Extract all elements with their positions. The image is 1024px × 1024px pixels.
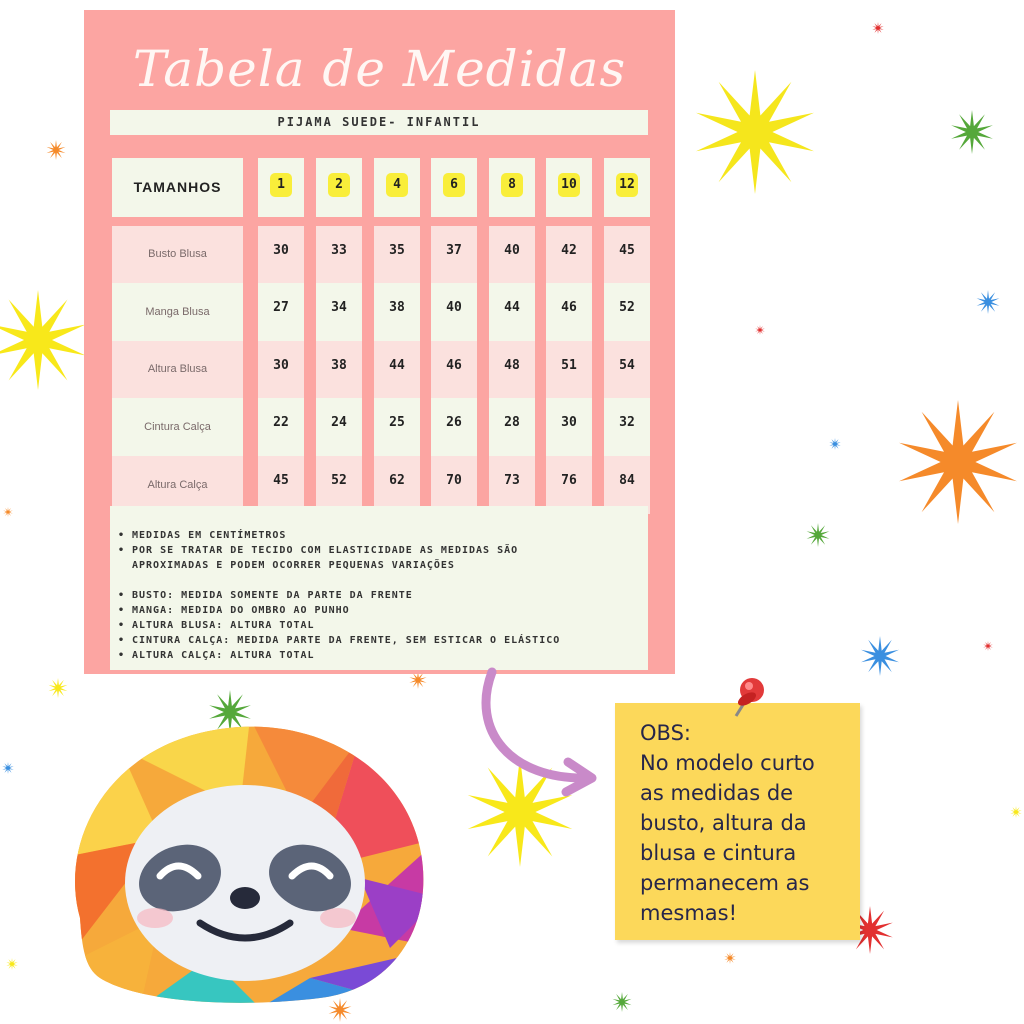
sparkle-star-icon — [0, 290, 86, 390]
measure-cell: 24 — [316, 398, 362, 456]
measure-cell: 38 — [316, 341, 362, 398]
note-item: • POR SE TRATAR DE TECIDO COM ELASTICIDADE AS MEDIDAS SÃO — [118, 545, 519, 556]
row-label-manga-blusa: Manga Blusa — [112, 283, 243, 341]
sloth-mascot-icon — [60, 718, 440, 1008]
label-column — [112, 158, 243, 514]
size-badge: 8 — [501, 173, 523, 197]
measure-cell: 62 — [374, 456, 420, 514]
measure-cell: 70 — [431, 456, 477, 514]
note-item: • MANGA: MEDIDA DO OMBRO AO PUNHO — [118, 605, 350, 616]
size-header-cell — [258, 158, 304, 217]
measure-cell: 45 — [604, 226, 650, 283]
size-header-cell — [316, 158, 362, 217]
note-item-continuation: APROXIMADAS E PODEM OCORRER PEQUENAS VARIAÇÕES — [132, 560, 455, 571]
size-badge: 10 — [558, 173, 580, 197]
sparkle-star-icon — [755, 325, 765, 335]
size-header-cell — [546, 158, 592, 217]
measure-cell: 45 — [258, 456, 304, 514]
sparkle-star-icon — [696, 70, 814, 194]
size-badge: 6 — [443, 173, 465, 197]
note-item: • ALTURA BLUSA: ALTURA TOTAL — [118, 620, 315, 631]
size-badge: 2 — [328, 173, 350, 197]
sparkle-star-icon — [2, 762, 13, 774]
measure-cell: 44 — [374, 341, 420, 398]
chart-title: Tabela de Medidas — [132, 40, 627, 98]
note-item: • ALTURA CALÇA: ALTURA TOTAL — [118, 650, 315, 661]
measure-cell: 84 — [604, 456, 650, 514]
measure-cell: 22 — [258, 398, 304, 456]
measure-cell: 73 — [489, 456, 535, 514]
measure-cell: 52 — [604, 283, 650, 341]
size-column — [431, 158, 477, 514]
measure-cell: 26 — [431, 398, 477, 456]
measure-cell: 54 — [604, 341, 650, 398]
sparkle-star-icon — [983, 641, 993, 651]
sparkle-star-icon — [49, 678, 68, 698]
measure-cell: 46 — [546, 283, 592, 341]
row-label-busto-blusa: Busto Blusa — [112, 226, 243, 283]
note-item: • BUSTO: MEDIDA SOMENTE DA PARTE DA FRENTE — [118, 590, 413, 601]
obs-text: OBS: No modelo curto as medidas de busto, altura da blusa e cintura permanecem as mesmas! — [640, 721, 815, 925]
pushpin-icon — [722, 672, 770, 722]
size-column — [546, 158, 592, 514]
size-column — [374, 158, 420, 514]
sparkle-star-icon — [47, 140, 66, 160]
measure-cell: 30 — [258, 226, 304, 283]
notes-box — [110, 506, 648, 670]
sparkle-star-icon — [899, 400, 1017, 524]
sparkle-star-icon — [951, 110, 993, 154]
sparkle-star-icon — [807, 523, 830, 547]
measure-cell: 38 — [374, 283, 420, 341]
size-column — [489, 158, 535, 514]
size-badge: 1 — [270, 173, 292, 197]
row-label-cintura-calca: Cintura Calça — [112, 398, 243, 456]
measure-cell: 30 — [546, 398, 592, 456]
measure-cell: 52 — [316, 456, 362, 514]
sparkle-star-icon — [3, 507, 13, 517]
row-label-altura-calca: Altura Calça — [112, 456, 243, 514]
measure-cell: 28 — [489, 398, 535, 456]
sparkle-star-icon — [613, 992, 632, 1012]
measure-cell: 40 — [489, 226, 535, 283]
size-badge: 12 — [616, 173, 638, 197]
curved-arrow-icon — [470, 660, 600, 800]
size-chart-card — [84, 10, 675, 674]
sparkle-star-icon — [6, 958, 17, 970]
size-badge: 4 — [386, 173, 408, 197]
sizes-header-label: TAMANHOS — [112, 158, 243, 217]
note-item: • CINTURA CALÇA: MEDIDA PARTE DA FRENTE, SEM ESTICAR O ELÁSTICO — [118, 635, 561, 646]
sparkle-star-icon — [724, 952, 735, 964]
measure-cell: 48 — [489, 341, 535, 398]
row-label-altura-blusa: Altura Blusa — [112, 341, 243, 398]
sparkle-star-icon — [829, 438, 840, 450]
measure-cell: 76 — [546, 456, 592, 514]
sparkle-star-icon — [977, 290, 1000, 314]
measure-cell: 42 — [546, 226, 592, 283]
sparkle-star-icon — [872, 22, 883, 34]
measure-cell: 30 — [258, 341, 304, 398]
note-item: • MEDIDAS EM CENTÍMETROS — [118, 530, 287, 541]
size-header-cell — [489, 158, 535, 217]
size-header-cell — [604, 158, 650, 217]
size-header-cell — [374, 158, 420, 217]
measure-cell: 40 — [431, 283, 477, 341]
obs-sticky-note — [615, 703, 860, 940]
measure-cell: 32 — [604, 398, 650, 456]
measure-cell: 35 — [374, 226, 420, 283]
sparkle-star-icon — [1010, 806, 1021, 818]
sparkle-star-icon — [861, 636, 899, 676]
measure-cell: 25 — [374, 398, 420, 456]
measure-cell: 37 — [431, 226, 477, 283]
measure-cell: 51 — [546, 341, 592, 398]
measure-cell: 46 — [431, 341, 477, 398]
size-column — [316, 158, 362, 514]
measure-cell: 44 — [489, 283, 535, 341]
chart-subtitle: PIJAMA SUEDE- INFANTIL — [110, 110, 648, 135]
measure-cell: 27 — [258, 283, 304, 341]
size-header-cell — [431, 158, 477, 217]
measure-cell: 34 — [316, 283, 362, 341]
size-column — [258, 158, 304, 514]
measure-cell: 33 — [316, 226, 362, 283]
size-column — [604, 158, 650, 514]
